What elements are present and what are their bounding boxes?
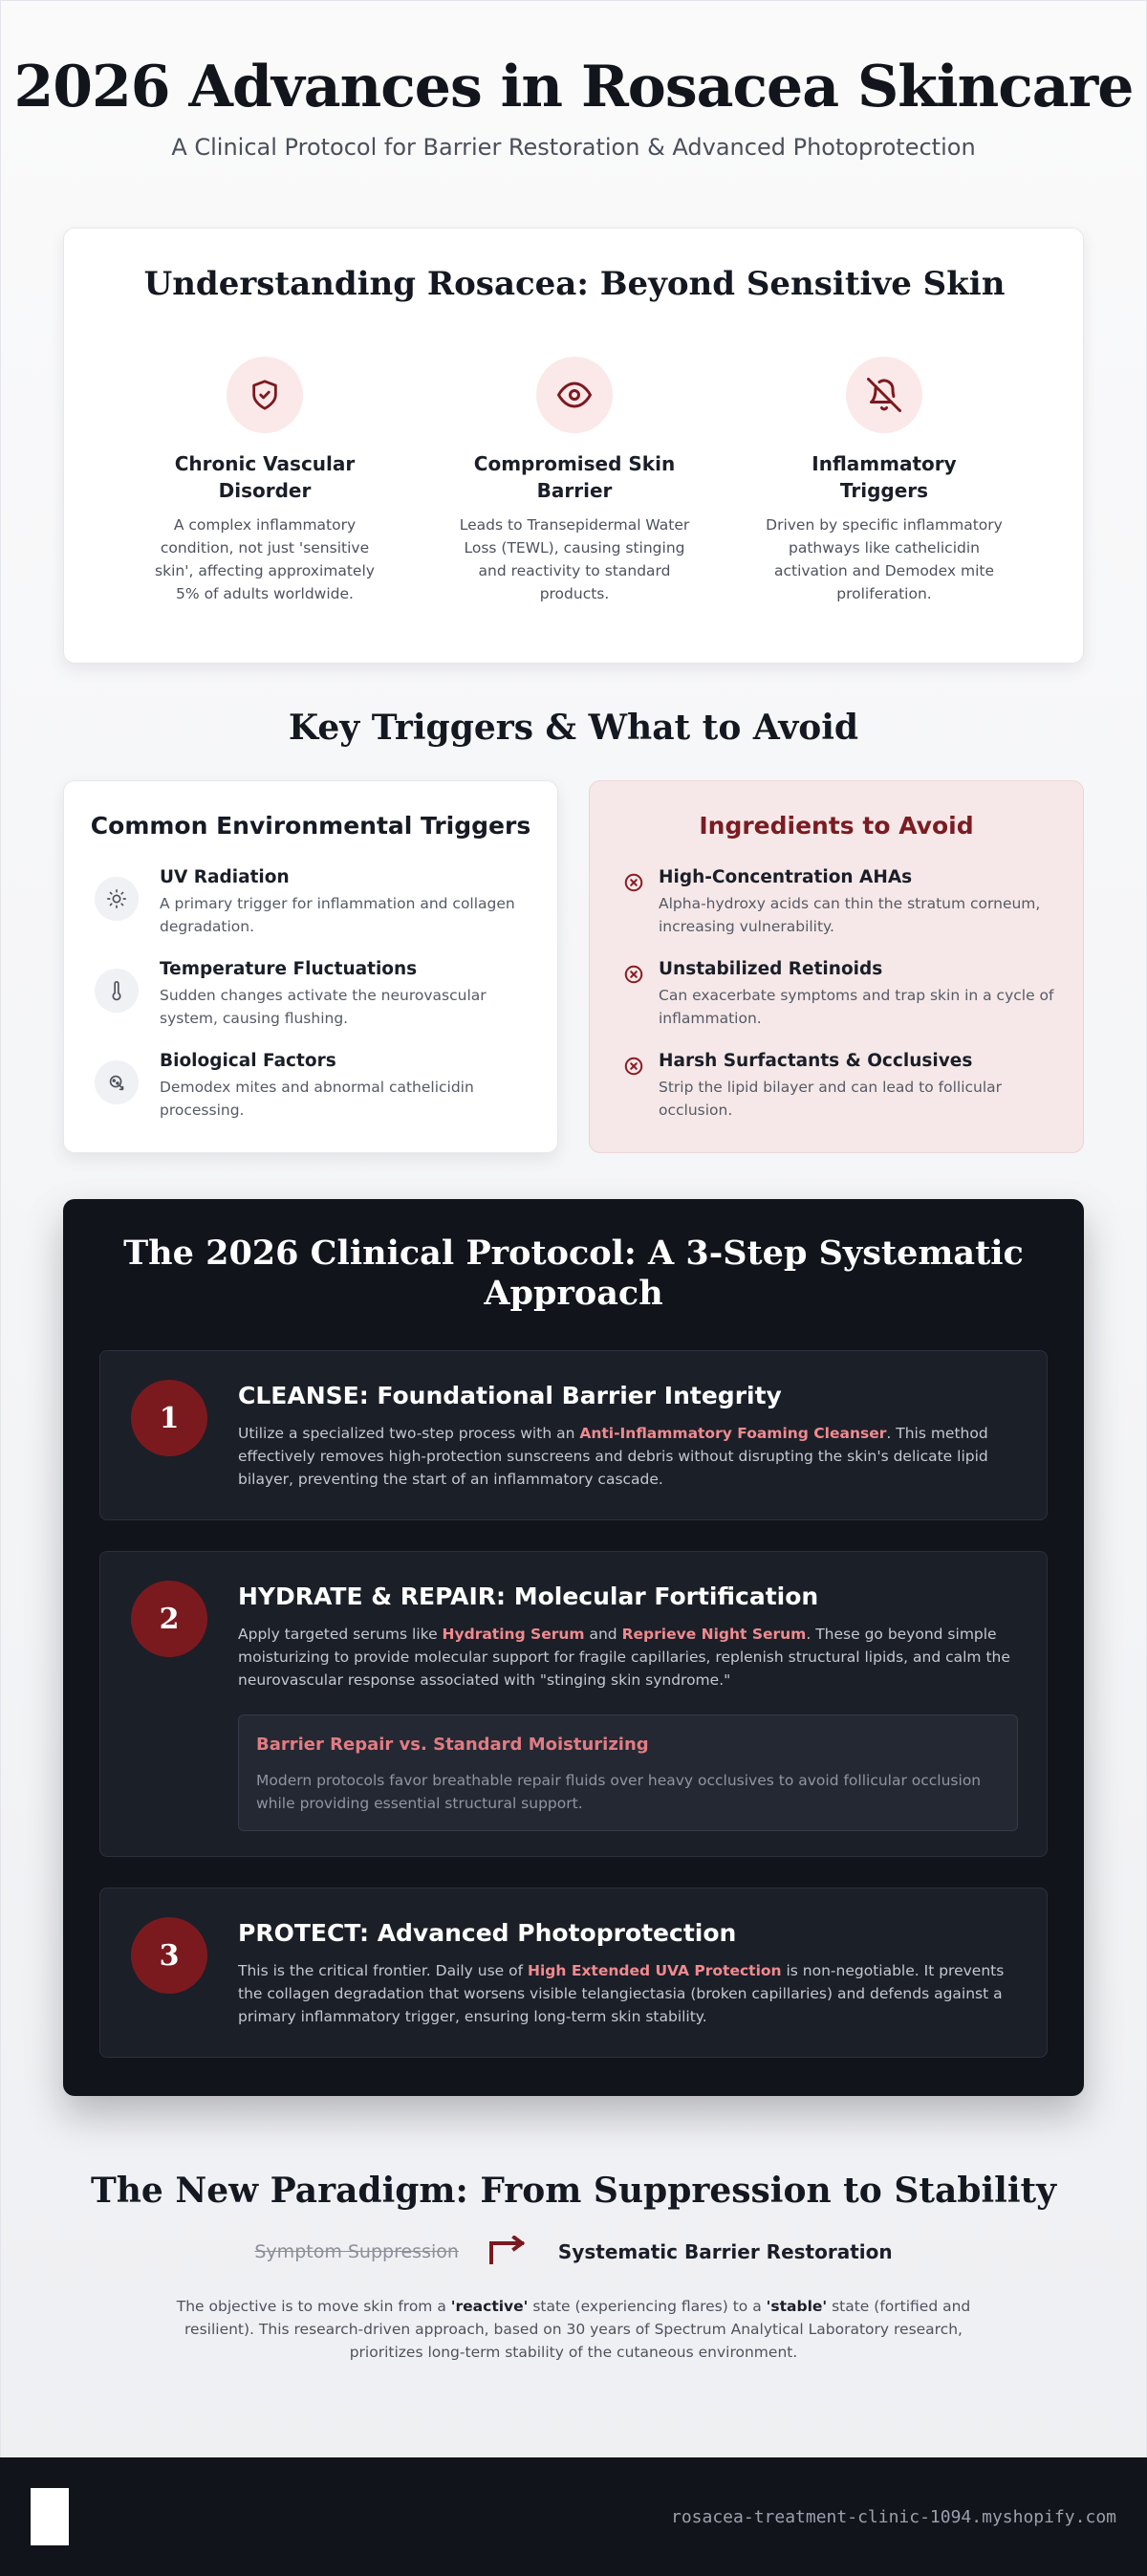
item-title: Harsh Surfactants & Occlusives <box>659 1051 973 1071</box>
understanding-card <box>63 228 1084 664</box>
pillar-text: Driven by specific inflammatory pathways like cathelicidin activation and Demodex mite proliferation. <box>766 516 1003 602</box>
item-title: High-Concentration AHAs <box>659 867 913 887</box>
step-title: HYDRATE & REPAIR: Molecular Fortification <box>238 1583 819 1610</box>
step-text: Utilize a specialized two-step process with an Anti-Inflammatory Foaming Cleanser. This method effectively removes high-protection sunscreens and debris without disrupting the skin's delicate lipid bilayer, preventing the start of an inflammatory cascade. <box>238 1425 988 1488</box>
product-highlight: Hydrating Serum <box>442 1626 585 1643</box>
pillar-triggers <box>741 357 1028 605</box>
protocol-title: The 2026 Clinical Protocol: A 3-Step Systematic Approach <box>123 1233 1024 1313</box>
ingredients-avoid-card <box>589 780 1084 1153</box>
product-highlight: Reprieve Night Serum <box>621 1626 807 1643</box>
triggers-title: Key Triggers & What to Avoid <box>288 708 859 748</box>
step-text: This is the critical frontier. Daily use of High Extended UVA Protection is non-negotiable. It prevents the collagen degradation that worsens visible telangiectasia (broken capillaries) and defends against a primary inflammatory trigger, ensuring long-term skin stability. <box>238 1962 1005 2025</box>
new-approach-label: Systematic Barrier Restoration <box>557 2240 893 2263</box>
page-title: 2026 Advances in Rosacea Skincare <box>13 54 1134 120</box>
list-item <box>95 865 534 938</box>
product-highlight: Anti-Inflammatory Foaming Cleanser <box>579 1425 887 1442</box>
item-text: Strip the lipid bilayer and can lead to follicular occlusion. <box>659 1079 1003 1119</box>
item-text: Demodex mites and abnormal cathelicidin processing. <box>160 1079 474 1119</box>
protocol-section <box>63 1199 1084 2096</box>
pillar-text: Leads to Transepidermal Water Loss (TEWL), causing stinging and reactivity to standard products. <box>459 516 690 602</box>
step-hydrate-repair <box>99 1551 1048 1857</box>
paradigm-text: The objective is to move skin from a 'reactive' state (experiencing flares) to a 'stable' state (fortified and resilient). This research-driven approach, based on 30 years of Spectrum Analytical Laboratory research, prioritizes long-term stability of the cutaneous environment. <box>176 2298 971 2361</box>
step-text: Apply targeted serums like Hydrating Serum and Reprieve Night Serum. These go beyond simple moisturizing to provide molecular support for fragile capillaries, replenish structural lipids, and calm the neurovascular response associated with "stinging skin syndrome." <box>238 1626 1010 1689</box>
list-item <box>620 1049 1060 1122</box>
item-title: UV Radiation <box>160 867 290 887</box>
store-domain-link[interactable]: rosacea-treatment-clinic-1094.myshopify.com <box>671 2507 1116 2527</box>
microbe-icon <box>95 1060 139 1104</box>
sun-icon <box>95 877 139 921</box>
environmental-triggers-card <box>63 780 558 1153</box>
paradigm-shift <box>0 2236 1147 2268</box>
avoid-title: Ingredients to Avoid <box>699 812 974 840</box>
pillar-title: Chronic Vascular Disorder <box>174 452 356 502</box>
callout-title: Barrier Repair vs. Standard Moisturizing <box>256 1735 649 1755</box>
hero-header <box>0 0 1147 201</box>
page-subtitle: A Clinical Protocol for Barrier Restoration & Advanced Photoprotection <box>171 134 976 161</box>
bell-off-icon <box>846 357 922 433</box>
callout-text: Modern protocols favor breathable repair fluids over heavy occlusives to avoid follicular occlusion while providing essential structural support. <box>256 1772 982 1812</box>
paradigm-title: The New Paradigm: From Suppression to Stability <box>90 2171 1057 2211</box>
item-title: Temperature Fluctuations <box>160 959 418 979</box>
item-text: Alpha-hydroxy acids can thin the stratum corneum, increasing vulnerability. <box>659 895 1041 935</box>
eye-icon <box>536 357 613 433</box>
pillar-vascular <box>121 357 408 605</box>
item-text: Can exacerbate symptoms and trap skin in a cycle of inflammation. <box>659 987 1054 1027</box>
item-title: Unstabilized Retinoids <box>659 959 883 979</box>
pillar-barrier <box>431 357 718 605</box>
item-title: Biological Factors <box>160 1051 336 1071</box>
pillar-title: Inflammatory Triggers <box>812 452 957 502</box>
understanding-title: Understanding Rosacea: Beyond Sensitive Skin <box>143 265 1006 303</box>
shield-check-icon <box>227 357 303 433</box>
pillar-title: Compromised Skin Barrier <box>473 452 676 502</box>
list-item <box>95 957 534 1030</box>
step-title: PROTECT: Advanced Photoprotection <box>238 1919 737 1947</box>
pillar-text: A complex inflammatory condition, not just 'sensitive skin', affecting approximately 5% of adults worldwide. <box>155 516 375 602</box>
logo[interactable] <box>31 2488 69 2545</box>
step-number-badge: 1 <box>131 1380 207 1456</box>
callout-box <box>238 1714 1018 1831</box>
x-circle-icon <box>620 961 647 988</box>
list-item <box>95 1049 534 1122</box>
turn-arrow-icon <box>487 2236 530 2268</box>
old-approach-label: Symptom Suppression <box>254 2241 459 2262</box>
item-text: Sudden changes activate the neurovascular system, causing flushing. <box>160 987 487 1027</box>
step-number-badge: 2 <box>131 1581 207 1657</box>
environmental-title: Common Environmental Triggers <box>90 812 531 840</box>
step-number-badge: 3 <box>131 1917 207 1994</box>
product-highlight: High Extended UVA Protection <box>528 1962 782 1979</box>
step-cleanse <box>99 1350 1048 1520</box>
x-circle-icon <box>620 869 647 896</box>
list-item <box>620 957 1060 1030</box>
list-item <box>620 865 1060 938</box>
item-text: A primary trigger for inflammation and collagen degradation. <box>160 895 515 935</box>
thermometer-icon <box>95 969 139 1013</box>
step-protect <box>99 1888 1048 2058</box>
x-circle-icon <box>620 1053 647 1080</box>
step-title: CLEANSE: Foundational Barrier Integrity <box>238 1382 782 1409</box>
footer <box>0 2457 1147 2576</box>
